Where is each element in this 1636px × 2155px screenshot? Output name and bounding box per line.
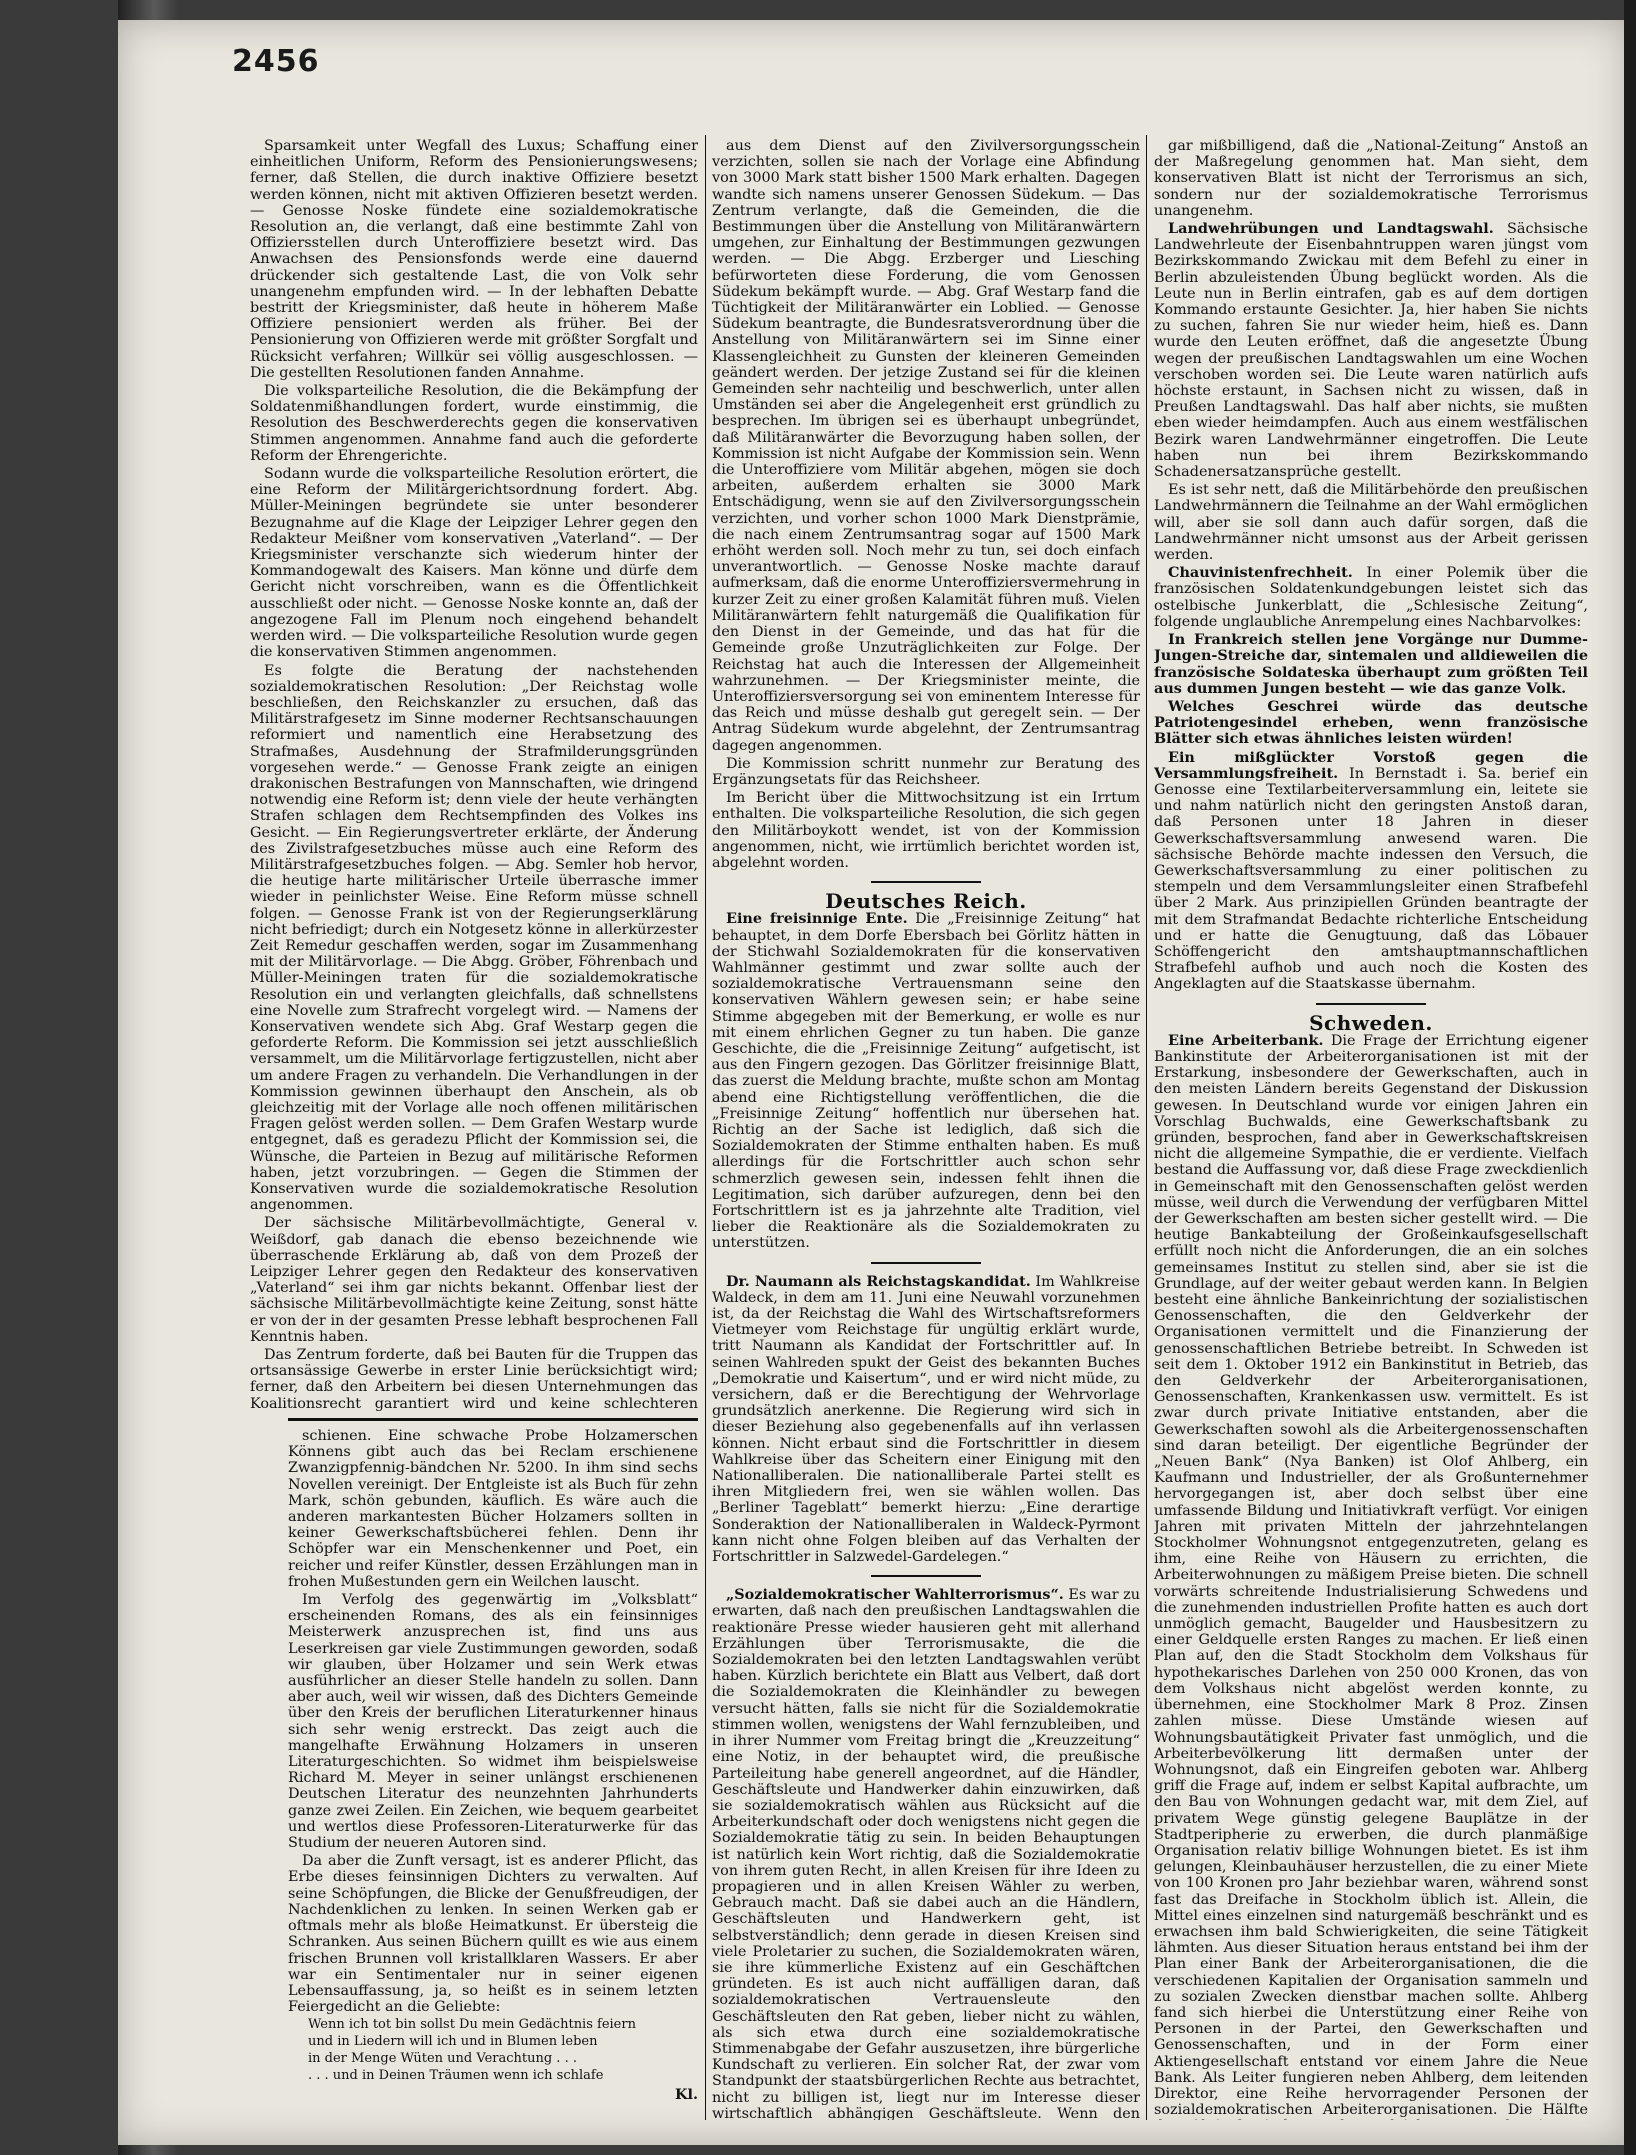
article-text: Die Frage der Errichtung eigener Bankinstitute der Arbeiterorganisationen ist mit der Erstarkung, insbesondere der Gewerkschaften, auch in den meisten Ländern bereits Gegenstand der Diskussion gewesen. In Deutschland wurde vor einigen Jahren ein Vorschlag Buchwalds, eine Gewerkschaftsbank zu gründen, besprochen, fand aber in Gewerkschaftskreisen nicht die allgemeine Sympathie, die er verdiente. Vielfach bestand die Auffassung vor, daß diese Frage zweckdienlich in Gemeinschaft mit den Genossenschaften gelöst werden müsse, weil durch die Verwendung der verfügbaren Mittel der Gewerkschaften am besten sicher gestellt wird. — Die heutige Bankabteilung der Großeinkaufsgesellschaft erfüllt noch nicht die Anforderungen, die an ein solches gemeinsames Institut zu stellen sind, aber sie ist die Grundlage, auf der weiter gebaut werden kann. In Belgien besteht eine ähnliche Bankeinrichtung der sozialistischen Genossenschaften, die den Geldverkehr der Organisationen vermittelt und die Finanzierung der genossenschaftlichen Betriebe betreibt. In Schweden ist seit dem 1. Oktober 1912 ein Bankinstitut in Betrieb, das den Geldverkehr der Arbeiterorganisationen, Genossenschaften, Krankenkassen usw. vermittelt. Es ist zwar durch private Initiative entstanden, aber die Gewerkschaften sowohl als die Arbeitergenossenschaften sind daran beteiligt. Der eigentliche Begründer der „Neuen Bank“ (Nya Banken) ist Olof Ahlberg, ein Kaufmann und Industrieller, der als Großunternehmer hervorgegangen ist, aber doch selbst über eine umfassende Bildung und Initiativkraft verfügt. Vor einigen Jahren mit privaten Mitteln der jahrzehntelangen Stockholmer Wohnungsnot entgegenzutreten, gelang es ihm, eine Reihe von Häusern zu errichten, die Arbeiterwohnungen zu mäßigem Preise bieten. Die schnell vorwärts schreitende Industrialisierung Schwedens und die zunehmenden industriellen Profite hatten es auch dort unmöglich gemacht, Baugelder und Hausbesitzern zu einer Geldquelle ersten Ranges zu machen. Er ließ einen Plan auf, den die Stadt Stockholm dem Volkshaus für hypothekarisches Darlehen von 250 000 Kronen, das von dem Volkshaus nicht abgelöst werden konnte, zu übernehmen, eine Stockholmer Mark 8 Proz. Zinsen zahlen müsse. Diese Umstände wiesen auf Wohnungsbautätigkeit Privater fast unmöglich, und die Arbeiterbevölkerung litt dermaßen unter der Wohnungsnot, daß ein Eingreifen geboten war. Ahlberg griff die Frage auf, indem er selbst Kapital aufbrachte, um den Bau von Wohnungen gedacht war, mit dem Ziel, auf privatem Wege günstig gelegene Bauplätze in der Stadtperipherie zu erwerben, die durch planmäßige Organisation relativ billige Wohnungen bietet. Es ist ihm gelungen, Kleinbauhäuser herzustellen, die zu einer Miete von 100 Kronen pro Jahr beziehbar waren, während sonst fast das Dreifache in Stockholm üblich ist. Allein, die Mittel eines einzelnen sind naturgemäß beschränkt und es erwachsen ihm bald Schwierigkeiten, die seine Tätigkeit lähmten. Aus dieser Situation heraus entstand bei ihm der Plan einer Bank der Arbeiterorganisationen, die die verschiedenen Kapitalien der Organisation sammeln und zu sozialen Zwecken dienstbar machen sollte. Ahlberg fand sich hierbei die Unterstützung einer Reihe von Personen in der Partei, den Gewerkschaften und Genossenschaften, und in der Form einer Aktiengesellschaft entstand vor einem Jahre die Neue Bank. Als Leiter fungieren neben Ahlberg, dem leitenden Direktor, eine Reihe hervorragender Personen der sozialdemokratischen Arbeiterorganisationen. Die Hälfte	[1154, 1032, 1588, 2119]
quoted-passage: In Frankreich stellen jene Vorgänge nur Dumme-Jungen-Streiche dar, sintemalen und alldieweilen die französische Soldateska überhaupt zum größten Teil aus dummen Jungen besteht — wie das ganze Volk.	[1154, 631, 1588, 697]
section-heading: Schweden.	[1309, 1010, 1433, 1035]
article-paragraph	[1154, 750, 1588, 993]
article-comment: Welches Geschrei würde das deutsche Patriotengesindel erheben, wenn französische Blätter sich etwas ähnliches leisten würden!	[1154, 697, 1588, 748]
paragraph: gar mißbilligend, daß die „National-Zeitung“ Anstoß an der Maßregelung genommen hat. Man sieht, dem konservativen Blatt ist nicht der Terrorismus an sich, sondern nur der sozialdemokratische Terrorismus unangenehm.	[1154, 138, 1588, 219]
feuilleton-paragraph: Im Verfolg des gegenwärtig im „Volksblatt“ erscheinenden Romans, des als ein feinsinniges Meisterwerk anzusprechen ist, find uns aus Leserkreisen gar viele Zustimmungen geworden, sodaß wir glauben, über Holzamer und sein Werk etwas ausführlicher an dieser Stelle handeln zu sollen. Dann aber auch, weil wir wissen, daß des Dichters Gemeinde über den Kreis der beruflichen Literaturkenner hinaus sich sehr wenig erstreckt. Das zeigt auch die mangelhafte Erwähnung Holzamers in unseren Literaturgeschichten. So widmet ihm beispielsweise Richard M. Meyer in seiner unlängst erschienenen Deutschen Literatur des neunzehnten Jahrhunderts ganze zwei Zeilen. Ein Zeichen, wie bequem gearbeitet und wertlos diese Professoren-Literaturwerke für das Studium der neueren Autoren sind.	[288, 1592, 698, 1852]
verse-line: . . . und in Deinen Träumen wenn ich schlafe	[308, 2068, 604, 2084]
section-heading: Deutsches Reich.	[825, 889, 1027, 914]
article-rule	[871, 1575, 981, 1577]
section-rule	[871, 881, 981, 883]
article-lead: „Sozialdemokratischer Wahlterrorismus“.	[726, 1586, 1064, 1604]
verse-line: in der Menge Wüten und Verachtung . . .	[308, 2051, 577, 2067]
article-comment: Es ist sehr nett, daß die Militärbehörde den preußischen Landwehrmännern die Teilnahme an der Wahl ermöglichen will, aber sie soll dann auch dafür sorgen, daß die Landwehrmänner nicht umsonst aus der Arbeit gerissen werden.	[1154, 482, 1588, 564]
article-text: Im Wahlkreise Waldeck, in dem am 11. Juni eine Neuwahl vorzunehmen ist, da der Reichstag die Wahl des Wirtschaftsreformers Vietmeyer vom Reichstage für ungültig erklärt wurde, tritt Naumann als Kandidat der Fortschrittler auf. In seinen Wahlreden spukt der Geist des bekannten Buches „Demokratie und Kaisertum“, und er wird nicht müde, zu versichern, daß er die Berechtigung der Wehrvorlage grundsätzlich anerkenne. Die Regierung wird sich in dieser Beziehung also gegebenenfalls auf ihn verlassen können. Nicht erbaut sind die Fortschrittler in diesem Wahlkreise über das Scheitern einer Einigung mit den Nationalliberalen. Die nationalliberale Partei stellt es ihren Mitgliedern frei, wen sie wählen wollen. Das „Berliner Tageblatt“ bemerkt hierzu: „Eine derartige Sonderaktion der Nationalliberalen in Waldeck-Pyrmont kann nicht ohne Folgen bleiben auf das Verhalten der Fortschrittler in Salzwedel-Gardelegen.“	[712, 1273, 1140, 1566]
column-divider-1	[705, 135, 706, 2120]
feuilleton-paragraph: Da aber die Zunft versagt, ist es anderer Pflicht, das Erbe dieses feinsinnigen Dichters zu verwalten. Auf seine Schöpfungen, die Blicke der Genußfreudigen, der Nachdenklichen zu lenken. In seinen Werken gab er oftmals mehr als bloße Heimatkunst. Er übersteig die Schranken. Aus seinen Büchern quillt es wie aus einem frischen Brunnen voll kristallklaren Wassers. Er aber war ein Sentimentaler nur in seiner eigenen Lebensauffassung, ja, so heißt es in seinem letzten Feiergedicht an die Geliebte:	[288, 1853, 698, 2016]
paragraph: Sparsamkeit unter Wegfall des Luxus; Schaffung einer einheitlichen Uniform, Reform des Pensionierungswesens; ferner, daß Stellen, die durch inaktive Offiziere besetzt werden können, nicht mit aktiven Offizieren besetzt werden. — Genosse Noske fündete eine sozialdemokratische Resolution an, die verlangt, daß eine bestimmte Zahl von Offiziersstellen durch Unteroffiziere besetzt wird. Das Anwachsen des Pensionsfonds werde eine dauernd drückender sich gestaltende Last, die von Volk sehr unangenehm empfunden wird. — In der lebhaften Debatte bestritt der Kriegsminister, daß heute in höherem Maße Offiziere pensioniert werden als früher. Bei der Pensionierung von Offizieren werde mit größter Sorgfalt und Rücksicht verfahren; Willkür sei völlig ausgeschlossen. — Die gestellten Resolutionen fanden Annahme.	[250, 138, 698, 381]
article-paragraph	[1154, 1033, 1588, 2120]
author-signature: Kl.	[675, 2086, 698, 2104]
article-paragraph	[712, 911, 1140, 1251]
article-paragraph	[1154, 221, 1588, 480]
paragraph: Das Zentrum forderte, daß bei Bauten für die Truppen das ortsansässige Gewerbe in erster Linie berücksichtigt wird; ferner, daß den Arbeitern bei diesen Unternehmungen das Koalitionsrecht garantiert wird und keine schlechteren	[250, 1347, 698, 1412]
scan-edge	[1624, 0, 1636, 2155]
article-lead: Eine freisinnige Ente.	[726, 910, 908, 928]
column-2	[712, 138, 1140, 2120]
article-text: Die „Freisinnige Zeitung“ hat behauptet, in dem Dorfe Ebersbach bei Görlitz hätten in der Stichwahl Sozialdemokraten für die konservativen Wahlmänner gestimmt und zwar sollte auch der sozialdemokratische Vertrauensmann seine den konservativen Wählern gewesen sein; er habe seine Stimme abgegeben mit der Bemerkung, er wolle es nur mit einem ehrlichen Gegner zu tun haben. Die ganze Geschichte, die die „Freisinnige Zeitung“ aufgetischt, ist aus den Fingern gezogen. Das Görlitzer freisinnige Blatt, das zuerst die Meldung brachte, mußte schon am Montag abend eine Richtigstellung veröffentlichen, die die „Freisinnige Zeitung“ hoffentlich nur übersehen hat. Richtig an der Sache ist lediglich, daß sich die Sozialdemokraten der Stimme enthalten haben. Es muß allerdings für die Fortschrittler auch schon sehr schmerzlich gewesen sein, indessen fehlt ihnen die Legitimation, sich darüber aufzuregen, denn bei den Fortschrittlern ist es ja jahrzehnte alte Tradition, viel lieber die Reaktionäre als die Sozialdemokraten zu unterstützen.	[712, 911, 1140, 1252]
article-text: Sächsische Landwehrleute der Eisenbahntruppen waren jüngst vom Bezirkskommando Zwickau mit dem Befehl zu einer in Berlin abzuleistenden Übung beglückt worden. Als die Leute nun in Berlin eintrafen, gab es auf dem dortigen Kommando erstaunte Gesichter. Ja, hier haben Sie nichts zu suchen, fahren Sie nur wieder heim, hieß es. Dann wurde den Leuten eröffnet, daß die angesetzte Übung wegen der preußischen Landtagswahlen um eine Wochen verschoben worden sei. Die Leute waren natürlich aufs höchste erstaunt, in Sachsen nicht zu wissen, daß in Preußen Landtagswahl. Das half aber nichts, sie mußten eben wieder heimdampfen. Auch aus einem westfälischen Bezirk waren Landwehrmänner eingetroffen. Die Leute haben nun bei ihrem Bezirkskommando Schadenersatzansprüche gestellt.	[1154, 221, 1588, 481]
paragraph: Der sächsische Militärbevollmächtigte, General v. Weißdorf, gab danach die ebenso bezeichnende wie überraschende Erklärung ab, daß von dem Prozeß der Leipziger Lehrer gegen den Redakteur des konservativen „Vaterland“ sei ihm gar nichts bekannt. Offenbar liest der sächsische Militärbevollmächtigte keine Zeitung, sonst hätte er von der in der gesamten Presse lebhaft besprochenen Fall Kenntnis haben.	[250, 1215, 698, 1345]
article-text: Es war zu erwarten, daß nach den preußischen Landtagswahlen die reaktionäre Presse wieder hausieren geht mit allerhand Erzählungen über Terrorismusakte, die die Sozialdemokraten bei den letzten Landtagswahlen verübt haben. Kürzlich berichtete ein Blatt aus Velbert, daß dort die Sozialdemokraten die Kleinhändler zu bewegen versucht hätten, falls sie nicht für die Sozialdemokratie stimmen wollen, wenigstens der Wahl fernzubleiben, und in ihrer Nummer vom Freitag bringt die „Kreuzzeitung“ eine Notiz, in der behauptet wird, die preußische Parteileitung habe generell angeordnet, auf die Händler, Geschäftsleute und Handwerker dahin einzuwirken, daß sie sozialdemokratisch wählen aus Rücksicht auf die Arbeiterkundschaft oder doch wenigstens nicht gegen die Sozialdemokratie tätig zu sein. In beiden Behauptungen ist natürlich kein Wort richtig, daß die Sozialdemokratie von ihrem guten Recht, in allen Kreisen für ihre Ideen zu propagieren und in allen Kreisen Wähler zu werben, Gebrauch macht. Daß sie dabei auch an die Händlern, Geschäftsleuten und Handwerkern geht, ist selbstverständlich; denn gerade in diesen Kreisen sind viele Proletarier zu suchen, die Sozialdemokraten wären, sie ihre kümmerliche Existenz auf ein Geschäftchen gründeten. Es ist auch nicht auffälligen daran, daß sozialdemokratischen Vertrauensleute den Geschäftsleuten den Rat geben, lieber nicht zu wählen, als sich etwa durch eine sozialdemokratische Stimmenabgabe der Gefahr auszusetzen, ihre bürgerliche Kundschaft zu verlieren. Ein solcher Rat, der zwar vom Standpunkt der staatsbürgerlichen Rechte aus betrachtet, nicht zu billigen ist, liegt nur im Interesse dieser wirtschaftlich abhängigen Geschäftsleute. Wenn den	[712, 1587, 1140, 2120]
article-paragraph	[1154, 565, 1588, 630]
article-text: In einer Polemik über die französischen Soldatenkundgebungen leistet sich das ostelbische Junkerblatt, die „Schlesische Zeitung“, folgende unglaubliche Anrempelung eines Nachbarvolkes:	[1154, 565, 1588, 630]
article-rule	[871, 1262, 981, 1264]
paragraph: aus dem Dienst auf den Zivilversorgungsschein verzichten, sollen sie nach der Vorlage eine Abfindung von 3000 Mark statt bisher 1500 Mark erhalten. Dagegen wandte sich namens unserer Genossen Südekum. — Das Zentrum verlangte, daß die Gemeinden, die die Bestimmungen über die Anstellung von Militäranwärtern umgehen, zur Einhaltung der Bestimmungen gezwungen werden. — Die Abgg. Erzberger und Liesching befürworteten diese Forderung, die vom Genossen Südekum bekämpft wurde. — Abg. Graf Westarp fand die Tüchtigkeit der Militäranwärter ein Loblied. — Genosse Südekum beantragte, die Bundesratsverordnung über die Anstellung von Militäranwärtern sei im Sinne einer Klassengleichheit zu Gunsten der kleineren Gemeinden geändert werden. Der jetzige Zustand sei für die kleinen Gemeinden sehr nachteilig und beschwerlich, unter allen Umständen sei aber die Angelegenheit erst gründlich zu besprechen. Im übrigen sei es überhaupt unbegründet, daß Militäranwärter die Bevorzugung haben sollen, der Kommission ist nicht Aufgabe der Kommission sein. Wenn die Unteroffiziere vom Militär abgehen, mögen sie doch arbeiten, außerdem erhalten sie 3000 Mark Entschädigung, wenn sie auf den Zivilversorgungsschein verzichten, und vorher schon 1000 Mark Dienstprämie, die nach einem Zentrumsantrag sogar auf 1500 Mark erhöht werden soll. Noch mehr zu tun, sei doch einfach unverantwortlich. — Genosse Noske machte darauf aufmerksam, daß die enorme Unteroffiziersvermehrung in kurzer Zeit zu einer großen Kalamität führen muß. Vielen Militäranwärtern fehlt naturgemäß die Qualifikation für den Dienst in der Gemeinde, und das hat für die Gemeinde große Unzuträglichkeiten zur Folge. Der Reichstag hat auch die Interessen der Allgemeinheit wahrzunehmen. — Der Kriegsminister meinte, die Unteroffiziersversorgung sei von eminentem Interesse für das Reich und müsse deshalb gut geregelt sein. — Der Antrag Südekum wurde abgelehnt, der Zentrumsantrag dagegen angenommen.	[712, 138, 1140, 754]
feuilleton-paragraph: schienen. Eine schwache Probe Holzamerschen Könnens gibt auch das bei Reclam erschienene Zwanzigpfennig-bändchen Nr. 5200. In ihm sind sechs Novellen vereinigt. Der Entgleiste ist als Buch für zehn Mark, schön gebunden, käuflich. Es wäre auch die anderen markantesten Bücher Holzamers sollten in keiner Gewerkschaftsbücherei fehlen. Denn ihr Schöpfer war ein Menschenkenner und Poet, ein reicher und reifer Künstler, dessen Erzählungen man in frohen Mußestunden gern ein Weilchen lauscht.	[288, 1428, 698, 1590]
paragraph: Die Kommission schritt nunmehr zur Beratung des Ergänzungsetats für das Reichsheer.	[712, 755, 1140, 788]
article-lead: Dr. Naumann als Reichstagskandidat.	[726, 1272, 1031, 1290]
column-divider-2	[1146, 135, 1147, 2120]
feuilleton-rule	[288, 1418, 698, 1421]
page-number: 2456	[232, 44, 320, 79]
paragraph: Sodann wurde die volksparteiliche Resolution erörtert, die eine Reform der Militärgerichtsordnung fordert. Abg. Müller-Meiningen begründete sie unter besonderer Bezugnahme auf die Klage der Leipziger Lehrer gegen den Redakteur Meißner vom konservativen „Vaterland“. — Der Kriegsminister verschanzte sich wiederum hinter der Kommandogewalt des Kaisers. Man könne und dürfe dem Gericht nicht vorschreiben, wann es die Öffentlichkeit ausschließt oder nicht. — Genosse Noske konnte an, daß der angezogene Fall im Plenum noch eingehend behandelt werden wird. — Die volksparteiliche Resolution wurde gegen die konservativen Stimmen angenommen.	[250, 466, 698, 661]
feuilleton-column	[288, 1428, 698, 2128]
article-paragraph	[712, 1587, 1140, 2120]
paragraph: Im Bericht über die Mittwochsitzung ist ein Irrtum enthalten. Die volksparteiliche Resolution, die sich gegen den Militärboykott wendet, ist von der Kommission angenommen, nicht, wie irrtümlich berichtet worden ist, abgelehnt worden.	[712, 790, 1140, 871]
article-lead: Ein mißglückter Vorstoß gegen die Versammlungsfreiheit.	[1154, 748, 1588, 782]
article-text: In Bernstadt i. Sa. berief ein Genosse eine Textilarbeiterversammlung ein, leitete sie und nahm natürlich nicht den geringsten Anstoß daran, daß Personen unter 18 Jahren in dieser Gewerkschaftsversammlung anwesend waren. Die sächsische Behörde machte indessen den Versuch, die Gewerkschaftsversammlung zu einer politischen zu stempeln und dem Versammlungsleiter einen Strafbefehl über 2 Mark. Aus prinzipiellen Gründen beantragte der mit dem Strafmandat Bedachte richterliche Entscheidung und er hatte die Genugtuung, daß das Löbauer Schöffengericht den amtshauptmannschaftlichen Strafbefehl aufhob und auch noch die Kosten des Angeklagten auf die Staatskasse übernahm.	[1154, 765, 1588, 993]
article-lead: Chauvinistenfrechheit.	[1168, 564, 1353, 582]
section-rule	[1316, 1003, 1426, 1005]
column-3	[1154, 138, 1588, 2120]
article-lead: Landwehrübungen und Landtagswahl.	[1168, 220, 1494, 238]
article-lead: Eine Arbeiterbank.	[1168, 1031, 1324, 1049]
column-1	[250, 138, 698, 1413]
verse-line: und in Liedern will ich und in Blumen leben	[308, 2034, 598, 2050]
article-paragraph	[712, 1274, 1140, 1566]
paragraph: Die volksparteiliche Resolution, die die Bekämpfung der Soldatenmißhandlungen fordert, wurde einstimmig, die Resolution des Beschwerderechts gegen die konservativen Stimmen angenommen. Annahme fand auch die geforderte Reform der Ehrengerichte.	[250, 383, 698, 464]
verse-line: Wenn ich tot bin sollst Du mein Gedächtnis feiern	[308, 2017, 636, 2033]
paragraph: Es folgte die Beratung der nachstehenden sozialdemokratischen Resolution: „Der Reichstag wolle beschließen, den Reichskanzler zu ersuchen, daß das Militärstrafgesetz im Sinne moderner Rechtsanschauungen reformiert und namentlich eine Herabsetzung des Strafmaßes, Ausdehnung der Strafmilderungsgründen vorgesehen werde.“ — Genosse Frank zeigte an einigen drakonischen Bestrafungen von Mannschaften, wie dringend notwendig eine Reform ist; denn viele der heute verhängten Strafen schlagen dem Rechtsempfinden des Volkes ins Gesicht. — Ein Regierungsvertreter erklärte, der Änderung des Zivilstrafgesetzbuches müsse auch eine Reform des Militärstrafgesetzbuches folgen. — Abg. Semler hob hervor, die heutige harte militärischer Urteile überrasche immer wieder in peinlichster Weise. Eine Reform müsse schnell folgen. — Genosse Frank ist von der Regierungserklärung nicht befriedigt; durch ein Notgesetz könne in allerkürzester Zeit Remedur geschaffen werden, sogar im Zusammenhang mit der Militärvorlage. — Die Abgg. Gröber, Föhrenbach und Müller-Meiningen traten für die sozialdemokratische Resolution ein und verlangten gleichfalls, daß schnellstens eine Novelle zum Strafrecht vorgelegt wird. — Namens der Konservativen wendete sich Abg. Graf Westarp gegen die geforderte Reform. Die Kommission sei jetzt ausschließlich versammelt, um die Militärvorlage fertigzustellen, nicht aber um andere Fragen zu verhandeln. Die Verhandlungen in der Kommission gewinnen überhaupt den Anschein, als ob gleichzeitig mit der Vorlage alle noch offenen militärischen Fragen gelöst werden sollen. — Dem Grafen Westarp wurde entgegnet, daß es geradezu Pflicht der Kommission sei, die Wünsche, die Parteien in Bezug auf militärische Reformen haben, jetzt vorzubringen. — Gegen die Stimmen der Konservativen wurde die sozialdemokratische Resolution angenommen.	[250, 662, 698, 1214]
